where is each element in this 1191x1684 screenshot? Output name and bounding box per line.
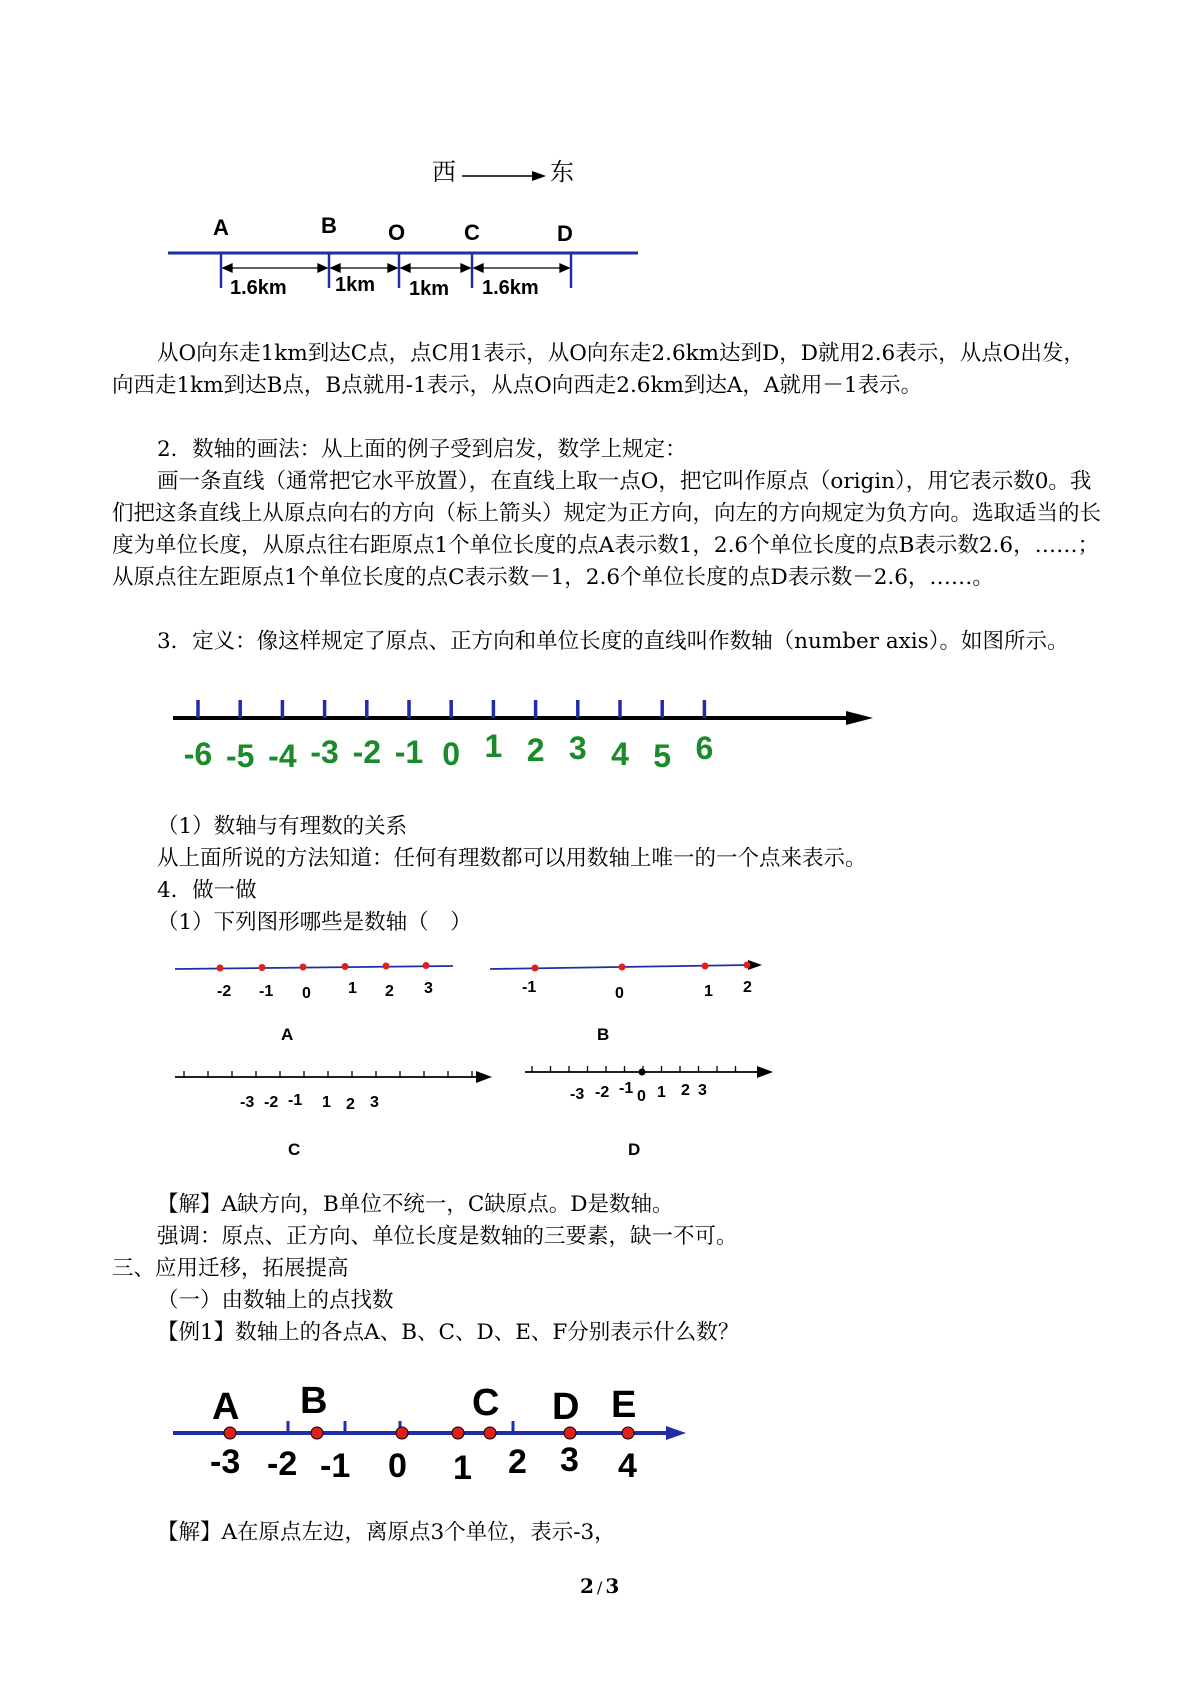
direction-header (432, 156, 456, 188)
route-distance-BO: 1km (335, 274, 376, 296)
option-D-label: 1 (657, 1084, 666, 1101)
answer-1: 【解】A缺方向，B单位不统一，C缺原点。D是数轴。 (157, 1192, 674, 1217)
option-C-label: -3 (240, 1094, 255, 1111)
relation-text: 从上面所说的方法知道：任何有理数都可以用数轴上唯一的一个点来表示。 (157, 846, 867, 871)
example-label: -2 (267, 1445, 298, 1483)
example-label: 4 (618, 1447, 637, 1485)
axis-label: 4 (611, 736, 629, 772)
option-D-label: 2 (681, 1082, 690, 1099)
example-label: 0 (388, 1447, 407, 1485)
axis-label: 0 (442, 736, 461, 772)
option-C-label: -2 (264, 1094, 279, 1111)
direction-arrow (460, 160, 550, 190)
route-point-A: A (213, 215, 229, 240)
option-B-label: 2 (743, 979, 752, 996)
paragraph-2: 2．数轴的画法：从上面的例子受到启发，数学上规定： (157, 437, 687, 462)
page-number (580, 1570, 619, 1604)
east-label: 东 (550, 158, 574, 186)
paragraph-1: 从O向东走1km到达C点，点C用1表示，从O向东走2.6km达到D，D就用2.6表示，从点O出发，向西走1km到达B点，B点就用-1表示，从点O向西走2.6km到达A，A就用－1表示。 (112, 341, 1085, 398)
option-B-label: -1 (522, 979, 537, 996)
option-A-label: -1 (259, 983, 274, 1000)
option-A-caption: A (281, 1025, 294, 1044)
example-label: -3 (210, 1443, 241, 1481)
option-C-caption: C (288, 1140, 301, 1159)
route-point-C: C (464, 220, 480, 245)
route-point-D: D (557, 221, 573, 246)
example-label: 3 (560, 1441, 579, 1479)
axis-label: -4 (268, 738, 297, 774)
option-A-label: -2 (217, 983, 232, 1000)
option-A-label: 1 (348, 980, 357, 997)
number-axis-figure (170, 698, 880, 778)
option-A-label: 2 (385, 983, 394, 1000)
axis-label: -2 (352, 734, 382, 770)
page-sep: / (596, 1578, 603, 1597)
option-C (175, 1071, 492, 1159)
option-D-label: -1 (619, 1080, 634, 1097)
axis-label: 6 (695, 730, 714, 766)
try-title: 4．做一做 (157, 878, 257, 903)
option-C-label: 2 (346, 1096, 355, 1113)
axis-label: -3 (310, 734, 339, 770)
axis-label: -5 (225, 738, 255, 774)
example-point-B: B (300, 1380, 328, 1422)
relation-title: （1）数轴与有理数的关系 (157, 814, 408, 839)
option-A-label: 0 (302, 985, 311, 1002)
route-point-B: B (321, 213, 337, 238)
option-D-caption: D (628, 1140, 641, 1159)
example-point-A: A (212, 1386, 240, 1428)
answer-2: 【解】A在原点左边，离原点3个单位，表示-3， (157, 1520, 616, 1545)
example-label: -1 (320, 1447, 351, 1485)
option-B-caption: B (597, 1025, 610, 1044)
example-label: 2 (508, 1443, 527, 1481)
route-distance-CD: 1.6km (482, 277, 539, 299)
question: （1）下列图形哪些是数轴（ ） (157, 910, 472, 935)
option-B (490, 960, 762, 1044)
option-D-label: -3 (570, 1086, 585, 1103)
route-distance-AB: 1.6km (230, 277, 287, 299)
option-B-label: 0 (615, 985, 624, 1002)
section-3-title: 三、应用迁移，拓展提高 (112, 1256, 349, 1281)
example-point-E: E (611, 1384, 637, 1426)
example-axis-figure (170, 1375, 700, 1485)
example-label: 1 (453, 1449, 472, 1485)
axis-label: -6 (183, 736, 213, 772)
paragraph-3: 画一条直线（通常把它水平放置），在直线上取一点O，把它叫作原点（origin），用它表示数0。我们把这条直线上从原点向右的方向（标上箭头）规定为正方向，向左的方向规定为负方向。选取适当的长度为单位长度，从原点往右距原点1个单位长度的点A表示数1，2.6个单位长度的点B表示数2.6，……；从原点往左距原点1个单位长度的点C表示数－1，2.6个单位长度的点D表示数－2.6，……。 (112, 469, 1102, 590)
option-A (175, 962, 453, 1044)
axis-label: 5 (653, 738, 672, 774)
option-D (525, 1066, 773, 1159)
emphasis: 强调：原点、正方向、单位长度是数轴的三要素，缺一不可。 (157, 1224, 738, 1249)
page-total: 3 (605, 1574, 620, 1598)
axis-label: -1 (394, 734, 424, 770)
option-D-label: 3 (698, 1082, 707, 1099)
paragraph-4: 3．定义：像这样规定了原点、正方向和单位长度的直线叫作数轴（number axis）。如图所示。 (157, 629, 1069, 654)
route-distance-OC: 1km (409, 278, 450, 300)
option-D-label: 0 (637, 1088, 646, 1105)
page-current: 2 (580, 1574, 594, 1598)
route-point-O: O (388, 220, 406, 245)
axis-label: 1 (484, 728, 503, 764)
option-D-label: -2 (595, 1084, 610, 1101)
example-point-D: D (552, 1386, 580, 1428)
option-C-label: -1 (288, 1092, 303, 1109)
west-label: 西 (432, 158, 456, 186)
subsection-1: （一）由数轴上的点找数 (157, 1288, 394, 1313)
options-figure (160, 950, 810, 1180)
route-diagram (160, 210, 650, 310)
option-C-label: 3 (370, 1094, 379, 1111)
example-point-C: C (472, 1382, 500, 1424)
option-B-label: 1 (704, 983, 713, 1000)
axis-label: 3 (568, 730, 587, 766)
axis-label: 2 (526, 732, 545, 768)
example-1: 【例1】数轴上的各点A、B、C、D、E、F分别表示什么数？ (157, 1320, 740, 1345)
option-A-label: 3 (424, 980, 433, 997)
direction-east (550, 156, 574, 188)
option-C-label: 1 (322, 1094, 331, 1111)
